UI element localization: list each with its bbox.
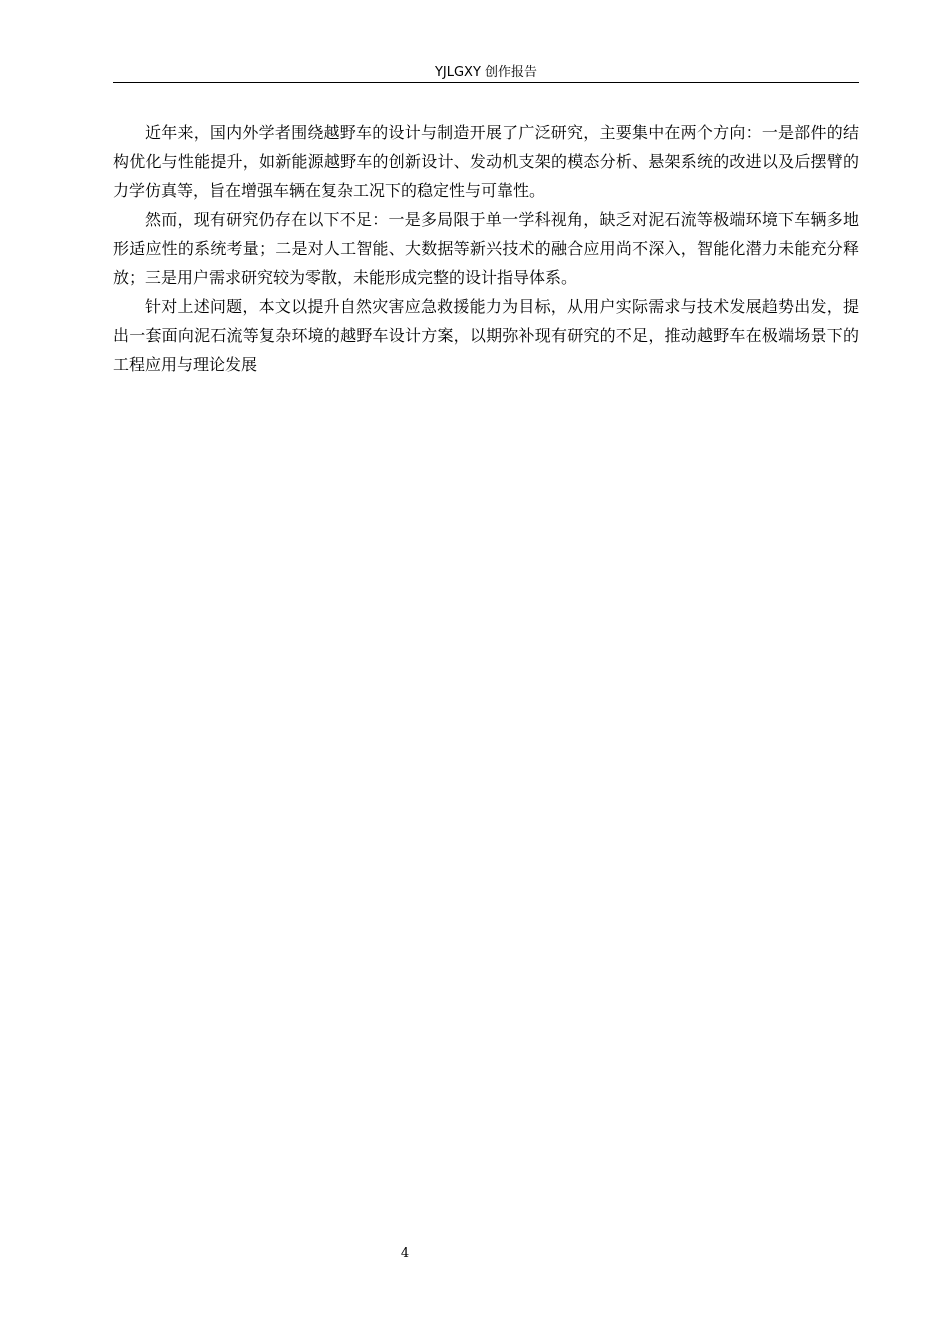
document-body bbox=[113, 118, 859, 379]
page-header-title: YJLGXY 创作报告 bbox=[434, 65, 538, 80]
page-number: 4 bbox=[400, 1246, 410, 1261]
body-paragraph-3: 针对上述问题，本文以提升自然灾害应急救援能力为目标，从用户实际需求与技术发展趋势出发，提出一套面向泥石流等复杂环境的越野车设计方案，以期弥补现有研究的不足，推动越野车在极端场景下的工程应用与理论发展 bbox=[113, 297, 859, 374]
body-paragraph-2: 然而，现有研究仍存在以下不足：一是多局限于单一学科视角，缺乏对泥石流等极端环境下车辆多地形适应性的系统考量；二是对人工智能、大数据等新兴技术的融合应用尚不深入，智能化潜力未能充分释放；三是用户需求研究较为零散，未能形成完整的设计指导体系。 bbox=[113, 210, 859, 287]
body-paragraph-1: 近年来，国内外学者围绕越野车的设计与制造开展了广泛研究，主要集中在两个方向：一是部件的结构优化与性能提升，如新能源越野车的创新设计、发动机支架的模态分析、悬架系统的改进以及后摆臂的力学仿真等，旨在增强车辆在复杂工况下的稳定性与可靠性。 bbox=[113, 123, 859, 200]
header-divider bbox=[113, 82, 859, 83]
